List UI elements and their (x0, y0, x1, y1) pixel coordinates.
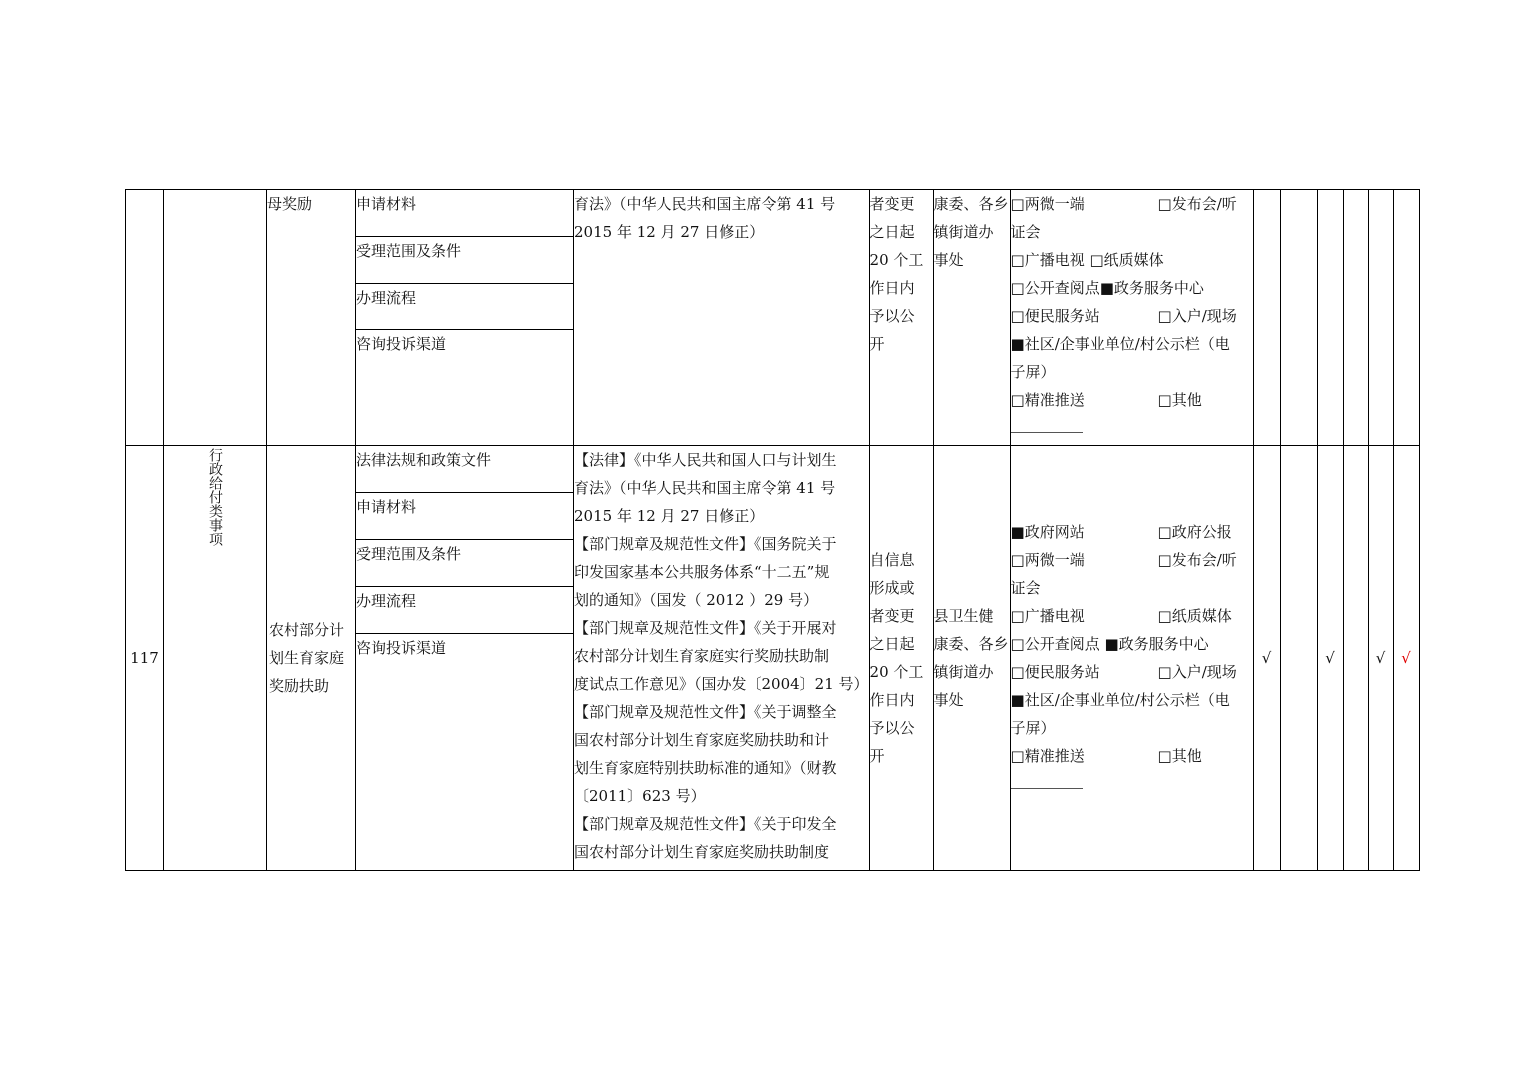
check-cell (1343, 190, 1368, 446)
check-cell (1393, 446, 1419, 871)
sub-item-cell: 办理流程 (356, 587, 574, 634)
blank-underline (1011, 774, 1083, 789)
basis-cell: 【法律】《中华人民共和国人口与计划生 育法》（中华人民共和国主席令第 41 号 2015 年 12 月 27 日修正） 【部门规章及规范性文件】《国务院关于 印发国家基本公共服务体系“十二五”规 划的通知》（国发（ 2012 ）29 号） 【部门规章及规范性文件】《关于开展对 农村部分计划生育家庭实行奖励扶助制 度试点工作意见》（国办发〔2004〕21 号） 【部门规章及规范性文件】《关于调整全 国农村部分计划生育家庭奖励扶助和计 划生育家庭特别扶助标准的通知》（财教 〔2011〕623 号） 【部门规章及规范性文件】《关于印发全 国农村部分计划生育家庭奖励扶助制度 (574, 446, 870, 871)
sub-item-cell: 法律法规和政策文件 (356, 446, 574, 493)
table-row (126, 190, 1420, 237)
check-cell (1368, 446, 1393, 871)
category-label: 行政给付类事项 (207, 448, 223, 546)
unit-cell: 康委、各乡 镇街道办 事处 (933, 190, 1010, 446)
sub-item-cell: 办理流程 (356, 284, 574, 330)
check-mark: √ (1261, 649, 1272, 667)
channels-cell: □两微一端 □发布会/听 证会 □广播电视 □纸质媒体 □公开查阅点■政务服务中心 □便民服务站 □入户/现场 ■社区/企事业单位/村公示栏（电 子屏） □精准推送 □其他 (1010, 190, 1253, 446)
channels-cell: ■政府网站 □政府公报 □两微一端 □发布会/听 证会 □广播电视 □纸质媒体 □公开查阅点 ■政务服务中心 □便民服务站 □入户/现场 ■社区/企事业单位/村公示栏（电 子屏） □精准推送 □其他 (1010, 446, 1253, 871)
check-cell (1368, 190, 1393, 446)
category-cell (164, 190, 267, 446)
check-mark: √ (1375, 649, 1386, 667)
sub-item-cell: 咨询投诉渠道 (356, 634, 574, 871)
check-mark: √ (1325, 649, 1335, 667)
check-cell (1253, 190, 1280, 446)
sub-item-cell: 申请材料 (356, 190, 574, 237)
item-name-cell (267, 446, 356, 871)
item-name: 农村部分计划生育家庭奖励扶助 (269, 621, 345, 695)
unit-cell: 县卫生健 康委、各乡 镇街道办 事处 (933, 446, 1010, 871)
sub-item-cell: 受理范围及条件 (356, 237, 574, 284)
check-cell (1317, 446, 1343, 871)
blank-underline (1011, 418, 1083, 433)
sub-item-cell: 申请材料 (356, 493, 574, 540)
check-cell (1280, 446, 1317, 871)
basis-line: 育法》（中华人民共和国主席令第 41 号 (574, 195, 836, 213)
check-cell (1343, 446, 1368, 871)
number-cell (126, 190, 164, 446)
item-number-cell: 117 (126, 446, 164, 871)
check-cell (1253, 446, 1280, 871)
disclosure-table (125, 189, 1420, 871)
table-row (126, 446, 1420, 493)
check-cell (1280, 190, 1317, 446)
time-limit-cell: 者变更 之日起 20 个工 作日内 予以公 开 (869, 190, 933, 446)
sub-item-cell: 受理范围及条件 (356, 540, 574, 587)
category-cell (164, 446, 267, 871)
item-name-cell: 母奖励 (267, 190, 356, 446)
basis-line: 2015 年 12 月 27 日修正） (574, 223, 765, 241)
basis-cell (574, 190, 870, 446)
time-limit-cell: 自信息 形成或 者变更 之日起 20 个工 作日内 予以公 开 (869, 446, 933, 871)
check-mark-red: √ (1401, 649, 1411, 667)
check-cell (1317, 190, 1343, 446)
sub-item-cell: 咨询投诉渠道 (356, 330, 574, 446)
check-cell (1393, 190, 1419, 446)
